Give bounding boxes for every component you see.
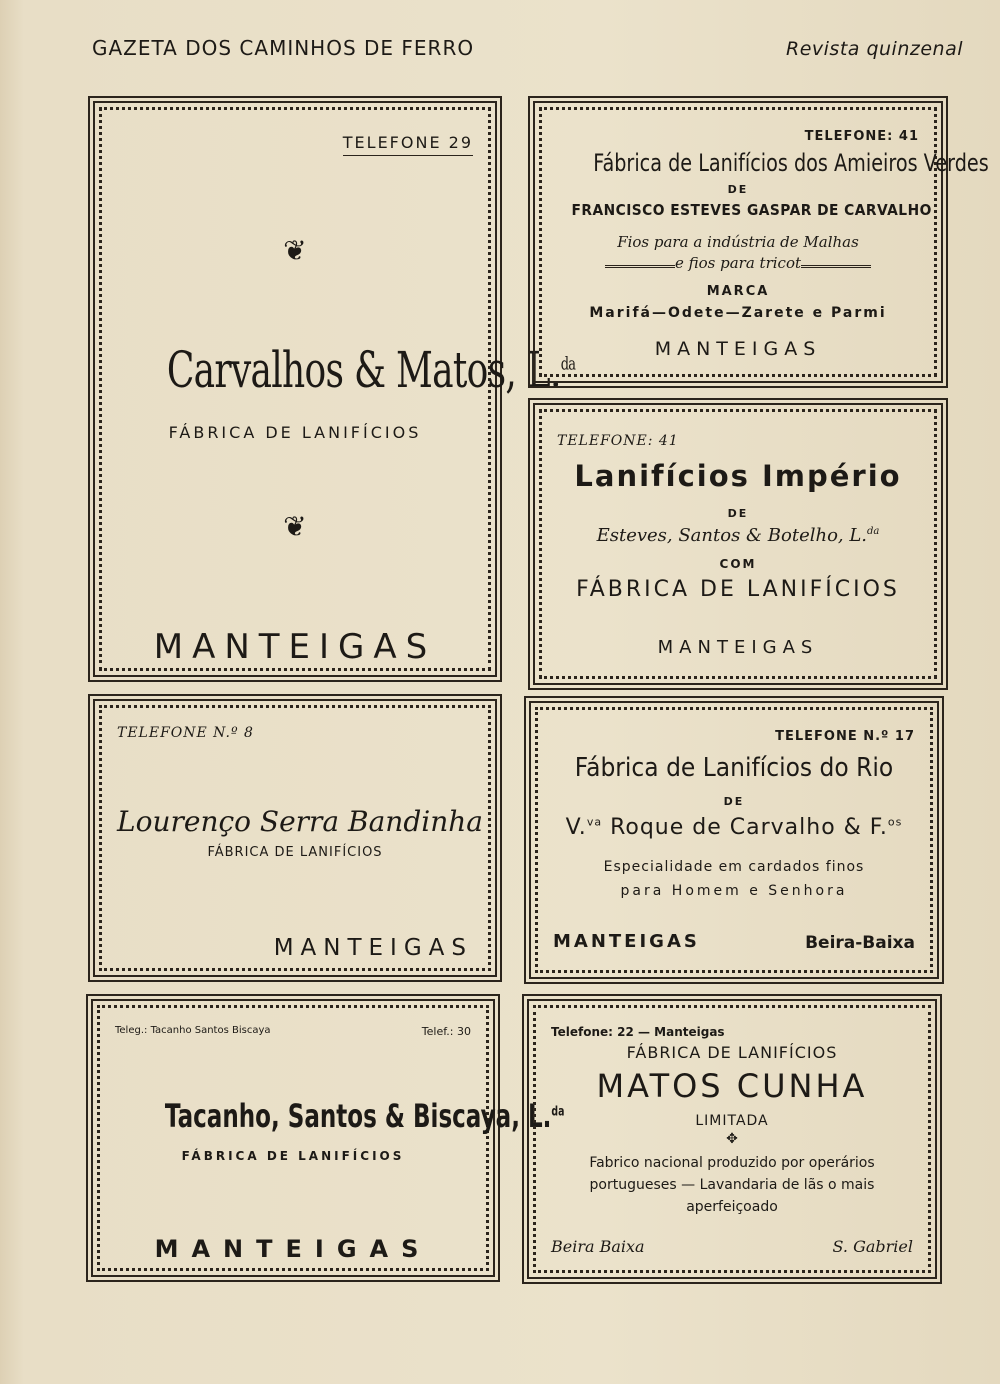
- divider: [801, 265, 871, 268]
- description-line-1: Fabrico nacional produzido por operários: [589, 1155, 875, 1171]
- ad-lanificios-imperio: [528, 398, 948, 690]
- owner-name: FRANCISCO ESTEVES GASPAR DE CARVALHO: [571, 201, 932, 219]
- company-name: MATOS CUNHA: [596, 1067, 868, 1105]
- company-subtitle: FÁBRICA DE LANIFÍCIOS: [181, 1149, 405, 1163]
- place-label: MANTEIGAS: [654, 338, 822, 360]
- company-name: Tacanho, Santos & Biscaya, L.$^{da}$: [164, 1097, 565, 1135]
- phone-label: TELEFONE 29: [343, 133, 473, 156]
- ornament-icon: ✥: [726, 1131, 738, 1147]
- company-name: Lanifícios Império: [574, 459, 902, 493]
- place-label: MANTEIGAS: [154, 1235, 432, 1263]
- marca-label: MARCA: [706, 284, 770, 299]
- de-label: DE: [723, 795, 745, 808]
- ad-lanificios-do-rio: [524, 696, 944, 984]
- company-subtitle: FÁBRICA DE LANIFÍCIOS: [168, 423, 422, 442]
- owner-name: Esteves, Santos & Botelho, L.$^{da}$: [596, 525, 880, 546]
- phone-label: Telef.: 30: [421, 1025, 471, 1038]
- description-line-2: portugueses — Lavandaria de lãs o mais: [589, 1177, 875, 1193]
- phone-label: TELEFONE: 41: [557, 433, 679, 449]
- de-label: DE: [727, 183, 749, 196]
- ad-lourenco-serra-bandinha: [88, 694, 502, 982]
- ad-amieiros-verdes: [528, 96, 989, 388]
- company-name: Fábrica de Lanifícios dos Amieiros Verdes: [593, 149, 989, 177]
- ad-matos-cunha: [522, 994, 942, 1284]
- phone-label: TELEFONE: 41: [804, 129, 919, 144]
- description-line-2: e fios para tricot: [674, 254, 802, 272]
- place-label: MANTEIGAS: [657, 637, 819, 658]
- company-subtitle: FÁBRICA DE LANIFÍCIOS: [576, 577, 900, 602]
- company-name: Carvalhos & Matos, L.$^{da}$: [166, 341, 576, 399]
- journal-subtitle: Revista quinzenal: [786, 38, 963, 60]
- phone-label: TELEFONE N.º 17: [775, 729, 915, 744]
- description-line-2: para Homem e Senhora: [620, 883, 848, 899]
- phone-label: TELEFONE N.º 8: [117, 725, 254, 741]
- ornament-icon: ❦: [283, 234, 307, 267]
- ad-carvalhos-matos: [88, 96, 576, 682]
- region-label: Beira-Baixa: [805, 933, 915, 953]
- ornament-icon: ❦: [283, 510, 307, 543]
- de-label: DE: [727, 507, 749, 520]
- ad-tacanho-santos-biscaya: [86, 994, 565, 1282]
- company-subtitle: FÁBRICA DE LANIFÍCIOS: [626, 1043, 838, 1062]
- company-subtitle: FÁBRICA DE LANIFÍCIOS: [207, 845, 383, 860]
- owner-name: V.$^{va}$ Roque de Carvalho & F.$^{os}$: [565, 815, 903, 840]
- region-label: Beira Baixa: [551, 1237, 645, 1256]
- brand-names: Marifá—Odete—Zarete e Parmi: [589, 305, 887, 321]
- com-label: COM: [719, 557, 757, 571]
- place-label: S. Gabriel: [832, 1237, 913, 1256]
- place-label: MANTEIGAS: [273, 935, 473, 961]
- journal-title: GAZETA DOS CAMINHOS DE FERRO: [92, 36, 475, 60]
- limitada-label: LIMITADA: [695, 1113, 769, 1129]
- place-label: MANTEIGAS: [153, 627, 437, 667]
- company-name: Lourenço Serra Bandinha: [117, 805, 483, 838]
- place-label: MANTEIGAS: [553, 931, 700, 952]
- phone-label: Telefone: 22 — Manteigas: [551, 1025, 725, 1039]
- company-name: Fábrica de Lanifícios do Rio: [574, 753, 894, 783]
- description-line-1: Especialidade em cardados finos: [603, 859, 865, 875]
- description-line-1: Fios para a indústria de Malhas: [617, 233, 859, 251]
- description-line-3: aperfeiçoado: [686, 1199, 778, 1215]
- telegraph-label: Teleg.: Tacanho Santos Biscaya: [115, 1025, 271, 1036]
